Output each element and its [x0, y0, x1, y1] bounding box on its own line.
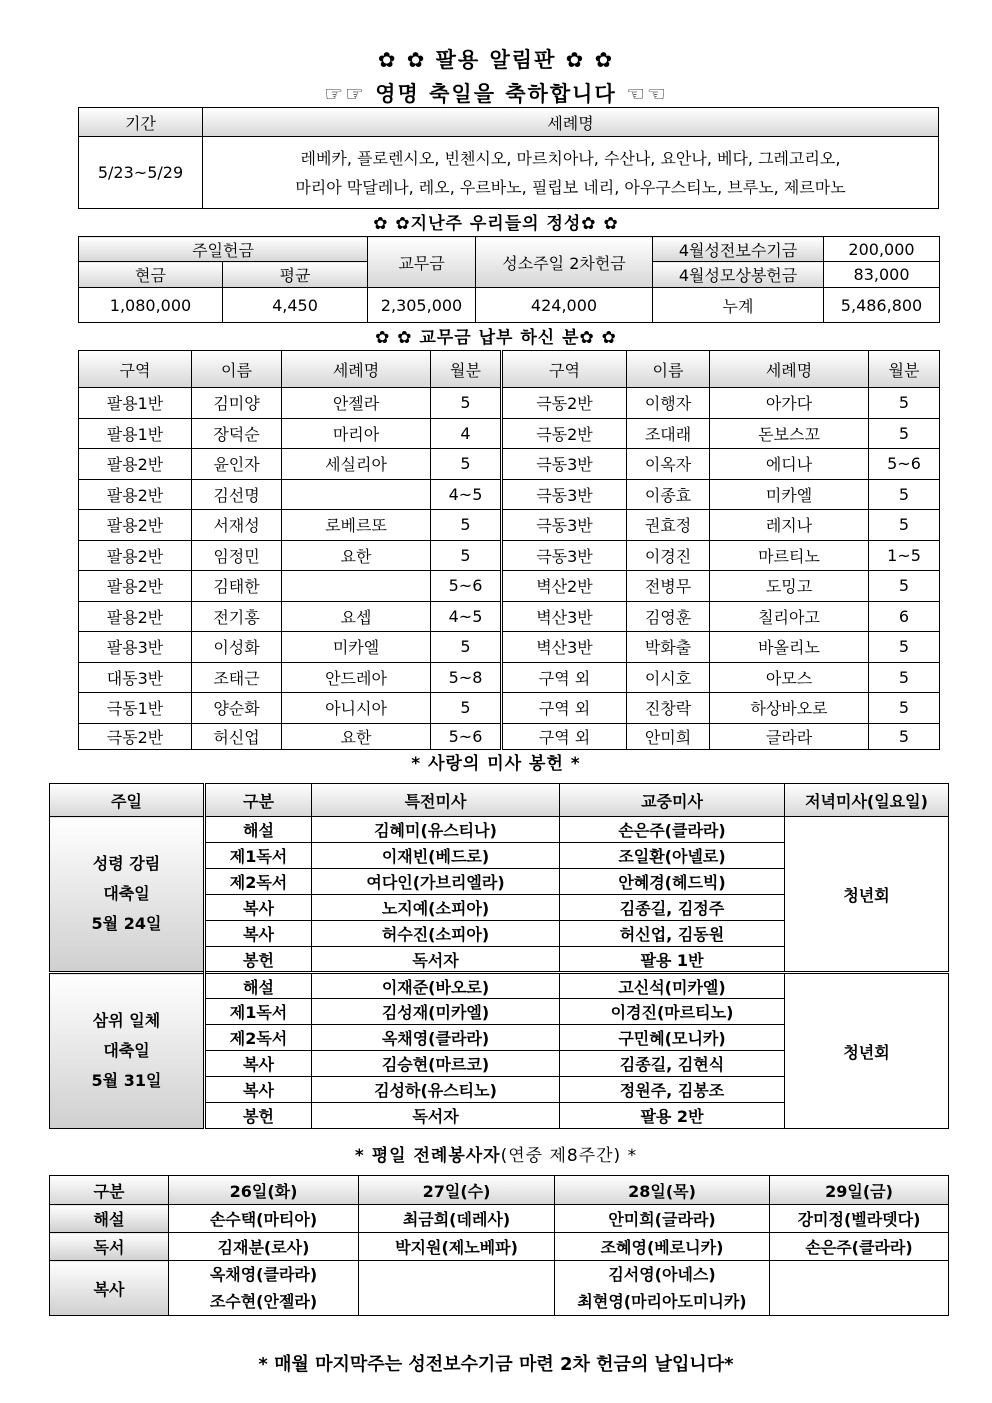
dues-cell-month: 5 [869, 571, 940, 602]
dues-cell-baptismal-name: 요한 [282, 540, 431, 571]
dues-header-name: 이름 [627, 351, 710, 388]
dues-cell-name: 김영훈 [627, 601, 710, 632]
dues-cell-baptismal-name: 세실리아 [282, 449, 431, 480]
dues-cell-district: 팔용2반 [79, 510, 192, 541]
mass-main-server: 김종길, 김정주 [560, 895, 785, 921]
server-thu-1: 김서영(아네스) [608, 1265, 716, 1284]
dues-cell-district: 구역 외 [502, 662, 627, 693]
mass-role: 복사 [205, 921, 312, 947]
mass-vigil-server: 독서자 [312, 1103, 560, 1129]
dues-cell-baptismal-name: 칠리아고 [710, 601, 869, 632]
mass-role: 복사 [205, 895, 312, 921]
footer-note: * 매월 마지막주는 성전보수기금 마련 2차 헌금의 날입니다* [258, 1354, 734, 1375]
dues-cell-month: 5 [869, 693, 940, 724]
dues-rows [79, 388, 940, 750]
mass-evening-group: 청년회 [785, 817, 949, 973]
dues-cell-name: 김미양 [192, 388, 282, 419]
weekday-header-thu: 28일(목) [555, 1176, 770, 1205]
mass-vigil-server: 김성하(유스티노) [312, 1077, 560, 1103]
dues-row [79, 662, 940, 693]
dues-cell-name: 이종효 [627, 479, 710, 510]
dues-cell-district: 팔용2반 [79, 479, 192, 510]
dues-row [79, 632, 940, 663]
dues-cell-month: 5 [431, 449, 502, 480]
reader-fri: 손은주(클라라) [770, 1233, 949, 1261]
mass-sunday-name-line: 성령 강림 [92, 854, 161, 873]
mass-sunday-name-line: 삼위 일체 [92, 1011, 161, 1030]
dues-cell-name: 허신업 [192, 723, 282, 749]
dues-header-baptismal: 세례명 [282, 351, 431, 388]
mass-main-server: 이경진(마르티노) [560, 999, 785, 1025]
dues-cell-name: 조태근 [192, 662, 282, 693]
mass-role: 제2독서 [205, 869, 312, 895]
dues-cell-district: 극동1반 [79, 693, 192, 724]
dues-cell-district: 극동3반 [502, 510, 627, 541]
total-label: 누계 [653, 288, 824, 323]
second-collection-value: 424,000 [476, 288, 653, 323]
dues-cell-district: 벽산3반 [502, 601, 627, 632]
weekday-header-wed: 27일(수) [359, 1176, 555, 1205]
dues-cell-baptismal-name: 돈보스꼬 [710, 418, 869, 449]
commentary-wed: 최금희(데레사) [359, 1205, 555, 1233]
mass-role: 봉헌 [205, 1103, 312, 1129]
dues-cell-baptismal-name [282, 479, 431, 510]
dues-cell-name: 장덕순 [192, 418, 282, 449]
total-value: 5,486,800 [824, 288, 940, 323]
dues-cell-name: 권효정 [627, 510, 710, 541]
second-collection-label: 성소주일 2차헌금 [476, 237, 653, 288]
dues-cell-baptismal-name: 미카엘 [282, 632, 431, 663]
mass-main-server: 김종길, 김현식 [560, 1051, 785, 1077]
feast-names [203, 137, 939, 209]
dues-cell-name: 김선명 [192, 479, 282, 510]
mother-statue-label: 4월성모상봉헌금 [653, 262, 824, 288]
dues-cell-district: 팔용1반 [79, 388, 192, 419]
mass-role: 봉헌 [205, 947, 312, 973]
gyomu-value: 2,305,000 [368, 288, 476, 323]
dues-table [78, 350, 940, 750]
mass-main-server: 구민혜(모니카) [560, 1025, 785, 1051]
reader-wed: 박지원(제노베파) [359, 1233, 555, 1261]
dues-row [79, 601, 940, 632]
server-fri [770, 1261, 949, 1316]
dues-row [79, 723, 940, 749]
mass-header-evening: 저녁미사(일요일) [785, 784, 949, 817]
mass-vigil-server: 이재빈(베드로) [312, 843, 560, 869]
server-tue-2: 조수현(안젤라) [209, 1292, 318, 1311]
offering-table [78, 236, 940, 323]
dues-cell-district: 팔용2반 [79, 571, 192, 602]
repair-fund-value: 200,000 [824, 237, 940, 262]
dues-cell-district: 구역 외 [502, 723, 627, 749]
mass-title: * 사랑의 미사 봉헌 * [411, 754, 581, 774]
commentary-label: 해설 [50, 1205, 169, 1233]
dues-cell-district: 팔용1반 [79, 418, 192, 449]
weekday-table [49, 1175, 949, 1316]
dues-cell-district: 극동2반 [79, 723, 192, 749]
weekday-header-tue: 26일(화) [169, 1176, 359, 1205]
dues-cell-name: 김태한 [192, 571, 282, 602]
weekday-title [0, 1141, 992, 1166]
dues-title: ✿ ✿ 교무금 납부 하신 분✿ ✿ [375, 328, 617, 348]
feast-subtitle: ☞☞ 영명 축일을 축하합니다 ☜☜ [324, 82, 668, 106]
dues-cell-month: 5 [869, 662, 940, 693]
dues-cell-month: 5~8 [431, 662, 502, 693]
server-wed [359, 1261, 555, 1316]
dues-header-month: 월분 [869, 351, 940, 388]
mass-row [50, 973, 949, 999]
feast-period: 5/23~5/29 [79, 137, 203, 209]
dues-cell-baptismal-name: 요한 [282, 723, 431, 749]
dues-cell-baptismal-name: 에디나 [710, 449, 869, 480]
dues-cell-name: 서재성 [192, 510, 282, 541]
dues-row [79, 510, 940, 541]
mass-role: 해설 [205, 817, 312, 843]
dues-cell-baptismal-name: 안드레아 [282, 662, 431, 693]
mass-rows [50, 817, 949, 1129]
mass-sunday-name-line: 5월 24일 [91, 914, 162, 933]
mass-vigil-server: 허수진(소피아) [312, 921, 560, 947]
dues-header-month: 월분 [431, 351, 502, 388]
dues-cell-month: 5 [431, 693, 502, 724]
dues-cell-baptismal-name: 레지나 [710, 510, 869, 541]
dues-cell-baptismal-name: 바올리노 [710, 632, 869, 663]
dues-cell-name: 양순화 [192, 693, 282, 724]
dues-cell-baptismal-name: 글라라 [710, 723, 869, 749]
dues-cell-month: 5 [869, 723, 940, 749]
dues-cell-month: 5 [869, 632, 940, 663]
dues-cell-name: 윤인자 [192, 449, 282, 480]
mass-main-server: 고신석(미카엘) [560, 973, 785, 999]
commentary-thu: 안미희(글라라) [555, 1205, 770, 1233]
dues-cell-baptismal-name [282, 571, 431, 602]
mass-role: 제2독서 [205, 1025, 312, 1051]
mass-sunday-name [50, 973, 205, 1129]
dues-cell-district: 벽산2반 [502, 571, 627, 602]
mass-main-server: 팔용 1반 [560, 947, 785, 973]
server-tue-1: 옥채영(클라라) [209, 1265, 318, 1284]
dues-cell-month: 5~6 [431, 723, 502, 749]
mass-sunday-name-line: 5월 31일 [91, 1071, 162, 1090]
server-tue [169, 1261, 359, 1316]
reader-tue: 김재분(로사) [169, 1233, 359, 1261]
mass-main-server: 조일환(아넬로) [560, 843, 785, 869]
mass-header-main: 교중미사 [560, 784, 785, 817]
dues-cell-district: 팔용2반 [79, 449, 192, 480]
mass-sunday-name-line: 대축일 [103, 1041, 150, 1060]
gyomu-label: 교무금 [368, 237, 476, 288]
mass-vigil-server: 옥채영(클라라) [312, 1025, 560, 1051]
dues-row [79, 479, 940, 510]
dues-row [79, 693, 940, 724]
dues-cell-month: 5 [431, 510, 502, 541]
mass-role: 제1독서 [205, 843, 312, 869]
dues-cell-baptismal-name: 요셉 [282, 601, 431, 632]
mass-header-vigil: 특전미사 [312, 784, 560, 817]
mass-vigil-server: 김성재(미카엘) [312, 999, 560, 1025]
dues-row [79, 449, 940, 480]
weekday-title-week: (연중 제8주간) * [500, 1146, 638, 1166]
dues-cell-baptismal-name: 미카엘 [710, 479, 869, 510]
dues-cell-district: 극동3반 [502, 479, 627, 510]
mass-role: 해설 [205, 973, 312, 999]
mass-main-server: 안혜경(헤드빅) [560, 869, 785, 895]
mass-table [49, 783, 949, 1129]
mass-vigil-server: 이재준(바오로) [312, 973, 560, 999]
dues-cell-district: 극동3반 [502, 540, 627, 571]
dues-cell-district: 극동2반 [502, 388, 627, 419]
dues-cell-baptismal-name: 마르티노 [710, 540, 869, 571]
dues-cell-name: 전병무 [627, 571, 710, 602]
mass-main-server: 손은주(클라라) [560, 817, 785, 843]
dues-row [79, 571, 940, 602]
dues-cell-month: 5 [869, 510, 940, 541]
dues-cell-baptismal-name: 아니시아 [282, 693, 431, 724]
mass-vigil-server: 김혜미(유스티나) [312, 817, 560, 843]
mass-vigil-server: 김승현(마르코) [312, 1051, 560, 1077]
weekday-header-role: 구분 [50, 1176, 169, 1205]
reader-thu: 조혜영(베로니카) [555, 1233, 770, 1261]
feast-header-names: 세례명 [203, 108, 939, 137]
feast-names-line-1: 레베카, 플로렌시오, 빈첸시오, 마르치아나, 수산나, 요안나, 베다, 그레고리오, [300, 148, 841, 168]
commentary-fri: 강미정(벨라뎃다) [770, 1205, 949, 1233]
dues-cell-name: 이옥자 [627, 449, 710, 480]
mass-main-server: 정원주, 김봉조 [560, 1077, 785, 1103]
mass-header-sunday: 주일 [50, 784, 205, 817]
dues-cell-baptismal-name: 하상바오로 [710, 693, 869, 724]
server-thu-2: 최현영(마리아도미니카) [577, 1292, 747, 1311]
dues-cell-name: 임정민 [192, 540, 282, 571]
dues-cell-baptismal-name: 마리아 [282, 418, 431, 449]
dues-cell-district: 팔용3반 [79, 632, 192, 663]
server-thu [555, 1261, 770, 1316]
dues-cell-month: 5~6 [431, 571, 502, 602]
mass-vigil-server: 독서자 [312, 947, 560, 973]
feast-header-period: 기간 [79, 108, 203, 137]
dues-cell-month: 5 [869, 479, 940, 510]
dues-cell-district: 팔용2반 [79, 601, 192, 632]
cash-value: 1,080,000 [79, 288, 223, 323]
dues-cell-name: 이경진 [627, 540, 710, 571]
mass-vigil-server: 노지예(소피아) [312, 895, 560, 921]
dues-cell-district: 극동3반 [502, 449, 627, 480]
dues-cell-district: 벽산3반 [502, 632, 627, 663]
dues-header-baptismal: 세례명 [710, 351, 869, 388]
mass-row [50, 817, 949, 843]
mass-evening-group: 청년회 [785, 973, 949, 1129]
dues-cell-district: 구역 외 [502, 693, 627, 724]
mass-header-role: 구분 [205, 784, 312, 817]
dues-cell-name: 전기홍 [192, 601, 282, 632]
dues-cell-baptismal-name: 도밍고 [710, 571, 869, 602]
dues-cell-baptismal-name: 아모스 [710, 662, 869, 693]
dues-cell-month: 5 [869, 418, 940, 449]
dues-cell-name: 조대래 [627, 418, 710, 449]
mass-main-server: 팔용 2반 [560, 1103, 785, 1129]
dues-row [79, 540, 940, 571]
mother-statue-value: 83,000 [824, 262, 940, 288]
dues-cell-district: 팔용2반 [79, 540, 192, 571]
dues-row [79, 418, 940, 449]
dues-cell-month: 5 [431, 632, 502, 663]
reader-label: 독서 [50, 1233, 169, 1261]
dues-cell-month: 4 [431, 418, 502, 449]
dues-cell-month: 6 [869, 601, 940, 632]
average-value: 4,450 [223, 288, 368, 323]
dues-cell-month: 1~5 [869, 540, 940, 571]
feast-table [78, 107, 939, 209]
mass-role: 제1독서 [205, 999, 312, 1025]
bulletin-title: ✿ ✿ 팔용 알림판 ✿ ✿ [377, 48, 615, 72]
dues-cell-name: 진창락 [627, 693, 710, 724]
offering-title: ✿ ✿지난주 우리들의 정성✿ ✿ [373, 214, 619, 234]
mass-main-server: 허신업, 김동원 [560, 921, 785, 947]
sunday-offering-label: 주일헌금 [79, 237, 368, 262]
commentary-tue: 손수택(마티아) [169, 1205, 359, 1233]
cash-label: 현금 [79, 262, 223, 288]
mass-role: 복사 [205, 1051, 312, 1077]
dues-cell-month: 4~5 [431, 601, 502, 632]
average-label: 평균 [223, 262, 368, 288]
dues-header-name: 이름 [192, 351, 282, 388]
dues-cell-baptismal-name: 로베르또 [282, 510, 431, 541]
dues-cell-month: 4~5 [431, 479, 502, 510]
dues-cell-district: 대동3반 [79, 662, 192, 693]
mass-sunday-name-line: 대축일 [103, 884, 150, 903]
dues-header-district: 구역 [502, 351, 627, 388]
dues-cell-name: 이시호 [627, 662, 710, 693]
dues-cell-month: 5 [869, 388, 940, 419]
weekday-title-main: * 평일 전례봉사자 [354, 1146, 501, 1166]
dues-cell-name: 이행자 [627, 388, 710, 419]
repair-fund-label: 4월성전보수기금 [653, 237, 824, 262]
mass-role: 복사 [205, 1077, 312, 1103]
mass-sunday-name [50, 817, 205, 973]
mass-vigil-server: 여다인(가브리엘라) [312, 869, 560, 895]
dues-header-district: 구역 [79, 351, 192, 388]
weekday-header-fri: 29일(금) [770, 1176, 949, 1205]
server-label: 복사 [50, 1261, 169, 1316]
dues-cell-name: 이성화 [192, 632, 282, 663]
feast-names-line-2: 마리아 막달레나, 레오, 우르바노, 필립보 네리, 아우구스티노, 브루노, 제르마노 [295, 177, 846, 197]
dues-cell-district: 극동2반 [502, 418, 627, 449]
dues-cell-month: 5 [431, 540, 502, 571]
dues-cell-baptismal-name: 아가다 [710, 388, 869, 419]
dues-cell-baptismal-name: 안젤라 [282, 388, 431, 419]
dues-cell-month: 5 [431, 388, 502, 419]
dues-cell-month: 5~6 [869, 449, 940, 480]
dues-row [79, 388, 940, 419]
dues-cell-name: 박화출 [627, 632, 710, 663]
dues-cell-name: 안미희 [627, 723, 710, 749]
